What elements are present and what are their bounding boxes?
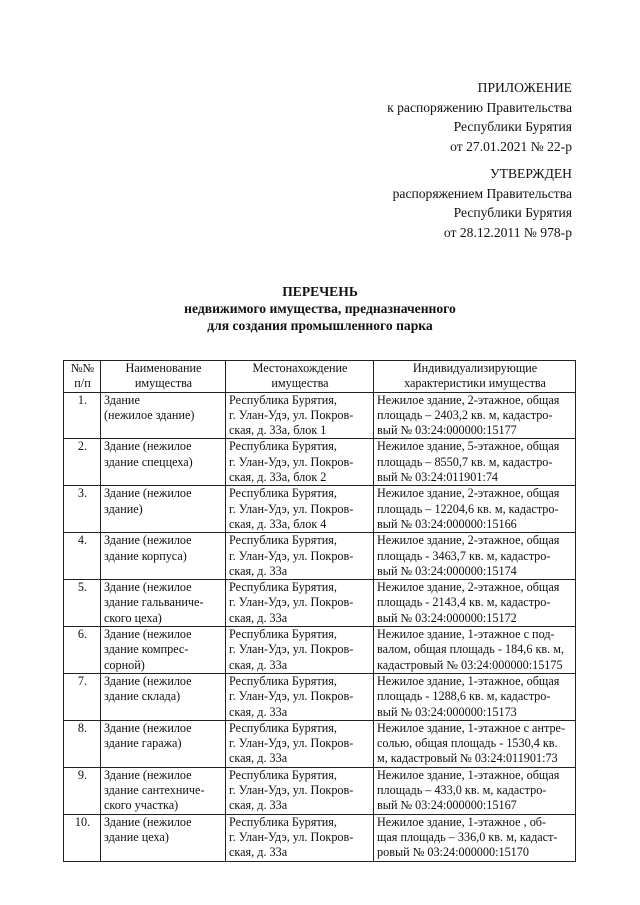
cell-num: 7. (64, 673, 101, 720)
cell-location-line: ская, д. 33а (229, 798, 288, 813)
table-body (64, 392, 576, 861)
cell-num: 4. (64, 533, 101, 580)
table-row (64, 392, 576, 439)
cell-location-line: Республика Бурятия, (229, 486, 337, 501)
cell-characteristics-line: Нежилое здание, 1-этажное с под- (377, 627, 555, 642)
cell-characteristics (374, 627, 576, 674)
approved-line: от 28.12.2011 № 978-р (443, 224, 572, 240)
cell-location-line: Республика Бурятия, (229, 627, 337, 642)
annex-line: Республики Бурятия (453, 119, 572, 134)
cell-characteristics-line: Нежилое здание, 1-этажное, общая (377, 673, 560, 688)
cell-num: 5. (64, 580, 101, 627)
cell-name (101, 814, 226, 861)
annex-line: от 27.01.2021 № 22-р (450, 138, 572, 154)
cell-name-line: ского участка) (104, 798, 179, 813)
cell-location-line: г. Улан-Удэ, ул. Покров- (229, 595, 354, 610)
cell-name-line: здание сантехниче- (104, 783, 205, 798)
cell-characteristics-line: вый № 03:24:000000:15174 (377, 563, 517, 578)
cell-characteristics-line: валом, общая площадь - 184,6 кв. м, (377, 642, 565, 657)
cell-name-line: здание гаража) (104, 736, 182, 751)
cell-location-line: Республика Бурятия, (229, 439, 337, 454)
property-table (63, 360, 576, 862)
cell-characteristics-line: площадь – 12204,6 кв. м, кадастро- (377, 501, 559, 516)
cell-characteristics-line: вый № 03:24:000000:15166 (377, 516, 517, 531)
cell-name-line: ского цеха) (104, 610, 162, 625)
annex-line: ПРИЛОЖЕНИЕ (477, 80, 572, 95)
cell-location-line: Республика Бурятия, (229, 814, 337, 829)
approved-line: УТВЕРЖДЕН (490, 166, 572, 181)
cell-characteristics-line: вый № 03:24:000000:15177 (377, 423, 517, 438)
table-row (64, 533, 576, 580)
cell-characteristics (374, 392, 576, 439)
cell-name-line: здание компрес- (104, 642, 189, 657)
cell-num: 6. (64, 627, 101, 674)
cell-num: 9. (64, 767, 101, 814)
cell-location (226, 814, 374, 861)
cell-name (101, 486, 226, 533)
cell-name (101, 673, 226, 720)
approved-block (393, 164, 572, 242)
cell-name-line: здание) (104, 501, 143, 516)
cell-characteristics-line: Нежилое здание, 1-этажное , об- (377, 814, 547, 829)
cell-location (226, 486, 374, 533)
cell-name (101, 767, 226, 814)
cell-characteristics-line: ровый № 03:24:000000:15170 (377, 845, 529, 860)
table-row (64, 486, 576, 533)
cell-characteristics-line: Нежилое здание, 2-этажное, общая (377, 533, 560, 548)
cell-location (226, 439, 374, 486)
approved-line: распоряжением Правительства (392, 185, 572, 201)
cell-characteristics-line: площадь – 8550,7 кв. м, кадастро- (377, 454, 553, 469)
title-line: ПЕРЕЧЕНЬ (282, 284, 358, 299)
cell-name-line: здание спеццеха) (104, 454, 193, 469)
title-line: недвижимого имущества, предназначенного (184, 301, 456, 316)
cell-location-line: ская, д. 33а (229, 751, 288, 766)
title-line: для создания промышленного парка (207, 318, 433, 333)
cell-name (101, 533, 226, 580)
cell-location-line: г. Улан-Удэ, ул. Покров- (229, 689, 354, 704)
approved-line: Республики Бурятия (453, 205, 572, 220)
cell-name-line: здание гальваниче- (104, 595, 204, 610)
cell-name-line: Здание (нежилое (104, 814, 192, 829)
cell-characteristics-line: Нежилое здание, 1-этажное, общая (377, 767, 560, 782)
cell-name-line: (нежилое здание) (104, 407, 195, 422)
cell-location-line: ская, д. 33а, блок 4 (229, 516, 327, 531)
cell-characteristics-line: м, кадастровый № 03:24:011901:73 (377, 751, 558, 766)
table-row (64, 767, 576, 814)
document-title (0, 283, 640, 334)
cell-location (226, 580, 374, 627)
cell-location-line: г. Улан-Удэ, ул. Покров- (229, 829, 354, 844)
cell-num: 3. (64, 486, 101, 533)
table-row (64, 720, 576, 767)
cell-name (101, 439, 226, 486)
cell-name-line: здание склада) (104, 689, 181, 704)
cell-characteristics (374, 486, 576, 533)
cell-characteristics-line: площадь – 2403,2 кв. м, кадастро- (377, 407, 553, 422)
cell-num: 2. (64, 439, 101, 486)
cell-characteristics (374, 533, 576, 580)
cell-characteristics-line: вый № 03:24:000000:15167 (377, 798, 517, 813)
cell-location (226, 392, 374, 439)
cell-location-line: ская, д. 33а (229, 657, 288, 672)
cell-characteristics-line: площадь – 433,0 кв. м, кадастро- (377, 783, 547, 798)
cell-location-line: ская, д. 33а, блок 1 (229, 423, 327, 438)
cell-location-line: Республика Бурятия, (229, 720, 337, 735)
header-characteristics: Индивидуализирующие характеристики имущества (374, 361, 576, 393)
cell-characteristics (374, 673, 576, 720)
cell-location-line: г. Улан-Удэ, ул. Покров- (229, 736, 354, 751)
cell-characteristics (374, 814, 576, 861)
table-header-row (64, 361, 576, 393)
header-name: Наименование имущества (101, 361, 226, 393)
cell-location-line: г. Улан-Удэ, ул. Покров- (229, 548, 354, 563)
cell-characteristics-line: Нежилое здание, 2-этажное, общая (377, 580, 560, 595)
cell-location (226, 767, 374, 814)
cell-characteristics-line: площадь - 3463,7 кв. м, кадастро- (377, 548, 551, 563)
cell-characteristics-line: щая площадь – 336,0 кв. м, кадаст- (377, 829, 558, 844)
cell-name-line: здание цеха) (104, 829, 169, 844)
annex-line: к распоряжению Правительства (387, 99, 572, 115)
cell-location-line: Республика Бурятия, (229, 580, 337, 595)
cell-name (101, 720, 226, 767)
cell-characteristics-line: Нежилое здание, 1-этажное с антре- (377, 720, 566, 735)
cell-name-line: Здание (нежилое (104, 533, 192, 548)
cell-location-line: ская, д. 33а (229, 563, 288, 578)
cell-num: 10. (64, 814, 101, 861)
cell-location-line: г. Улан-Удэ, ул. Покров- (229, 407, 354, 422)
cell-characteristics-line: солью, общая площадь - 1530,4 кв. (377, 736, 558, 751)
cell-name (101, 392, 226, 439)
cell-location-line: Республика Бурятия, (229, 392, 337, 407)
cell-location-line: ская, д. 33а (229, 845, 288, 860)
cell-characteristics-line: вый № 03:24:011901:74 (377, 470, 499, 485)
table-row (64, 580, 576, 627)
cell-name-line: Здание (нежилое (104, 439, 192, 454)
cell-location-line: ская, д. 33а (229, 704, 288, 719)
cell-characteristics-line: Нежилое здание, 2-этажное, общая (377, 486, 560, 501)
table-row (64, 439, 576, 486)
cell-characteristics-line: площадь - 1288,6 кв. м, кадастро- (377, 689, 551, 704)
cell-characteristics (374, 767, 576, 814)
cell-name-line: Здание (нежилое (104, 720, 192, 735)
cell-name-line: Здание (нежилое (104, 486, 192, 501)
table-row (64, 814, 576, 861)
header-num: №№ п/п (64, 361, 101, 393)
cell-num: 1. (64, 392, 101, 439)
cell-name-line: сорной) (104, 657, 145, 672)
cell-name-line: Здание (104, 392, 140, 407)
cell-name-line: Здание (нежилое (104, 673, 192, 688)
cell-characteristics (374, 439, 576, 486)
cell-characteristics-line: кадастровый № 03:24:000000:15175 (377, 657, 563, 672)
cell-location-line: г. Улан-Удэ, ул. Покров- (229, 783, 354, 798)
cell-location-line: г. Улан-Удэ, ул. Покров- (229, 642, 354, 657)
cell-location-line: ская, д. 33а (229, 610, 288, 625)
cell-name-line: Здание (нежилое (104, 627, 192, 642)
cell-name-line: Здание (нежилое (104, 767, 192, 782)
cell-characteristics-line: площадь - 2143,4 кв. м, кадастро- (377, 595, 551, 610)
cell-location (226, 673, 374, 720)
cell-characteristics (374, 720, 576, 767)
cell-location-line: Республика Бурятия, (229, 767, 337, 782)
cell-location (226, 533, 374, 580)
cell-location-line: г. Улан-Удэ, ул. Покров- (229, 454, 354, 469)
cell-name (101, 627, 226, 674)
header-location: Местонахождение имущества (226, 361, 374, 393)
cell-characteristics-line: Нежилое здание, 2-этажное, общая (377, 392, 560, 407)
cell-characteristics-line: вый № 03:24:000000:15173 (377, 704, 517, 719)
cell-location-line: Республика Бурятия, (229, 533, 337, 548)
cell-location (226, 720, 374, 767)
cell-name-line: Здание (нежилое (104, 580, 192, 595)
cell-name (101, 580, 226, 627)
cell-location-line: г. Улан-Удэ, ул. Покров- (229, 501, 354, 516)
annex-block (387, 78, 572, 156)
cell-characteristics-line: вый № 03:24:000000:15172 (377, 610, 517, 625)
cell-location-line: Республика Бурятия, (229, 673, 337, 688)
cell-location (226, 627, 374, 674)
cell-characteristics (374, 580, 576, 627)
cell-name-line: здание корпуса) (104, 548, 187, 563)
cell-num: 8. (64, 720, 101, 767)
table-row (64, 627, 576, 674)
cell-location-line: ская, д. 33а, блок 2 (229, 470, 327, 485)
cell-characteristics-line: Нежилое здание, 5-этажное, общая (377, 439, 560, 454)
table-row (64, 673, 576, 720)
